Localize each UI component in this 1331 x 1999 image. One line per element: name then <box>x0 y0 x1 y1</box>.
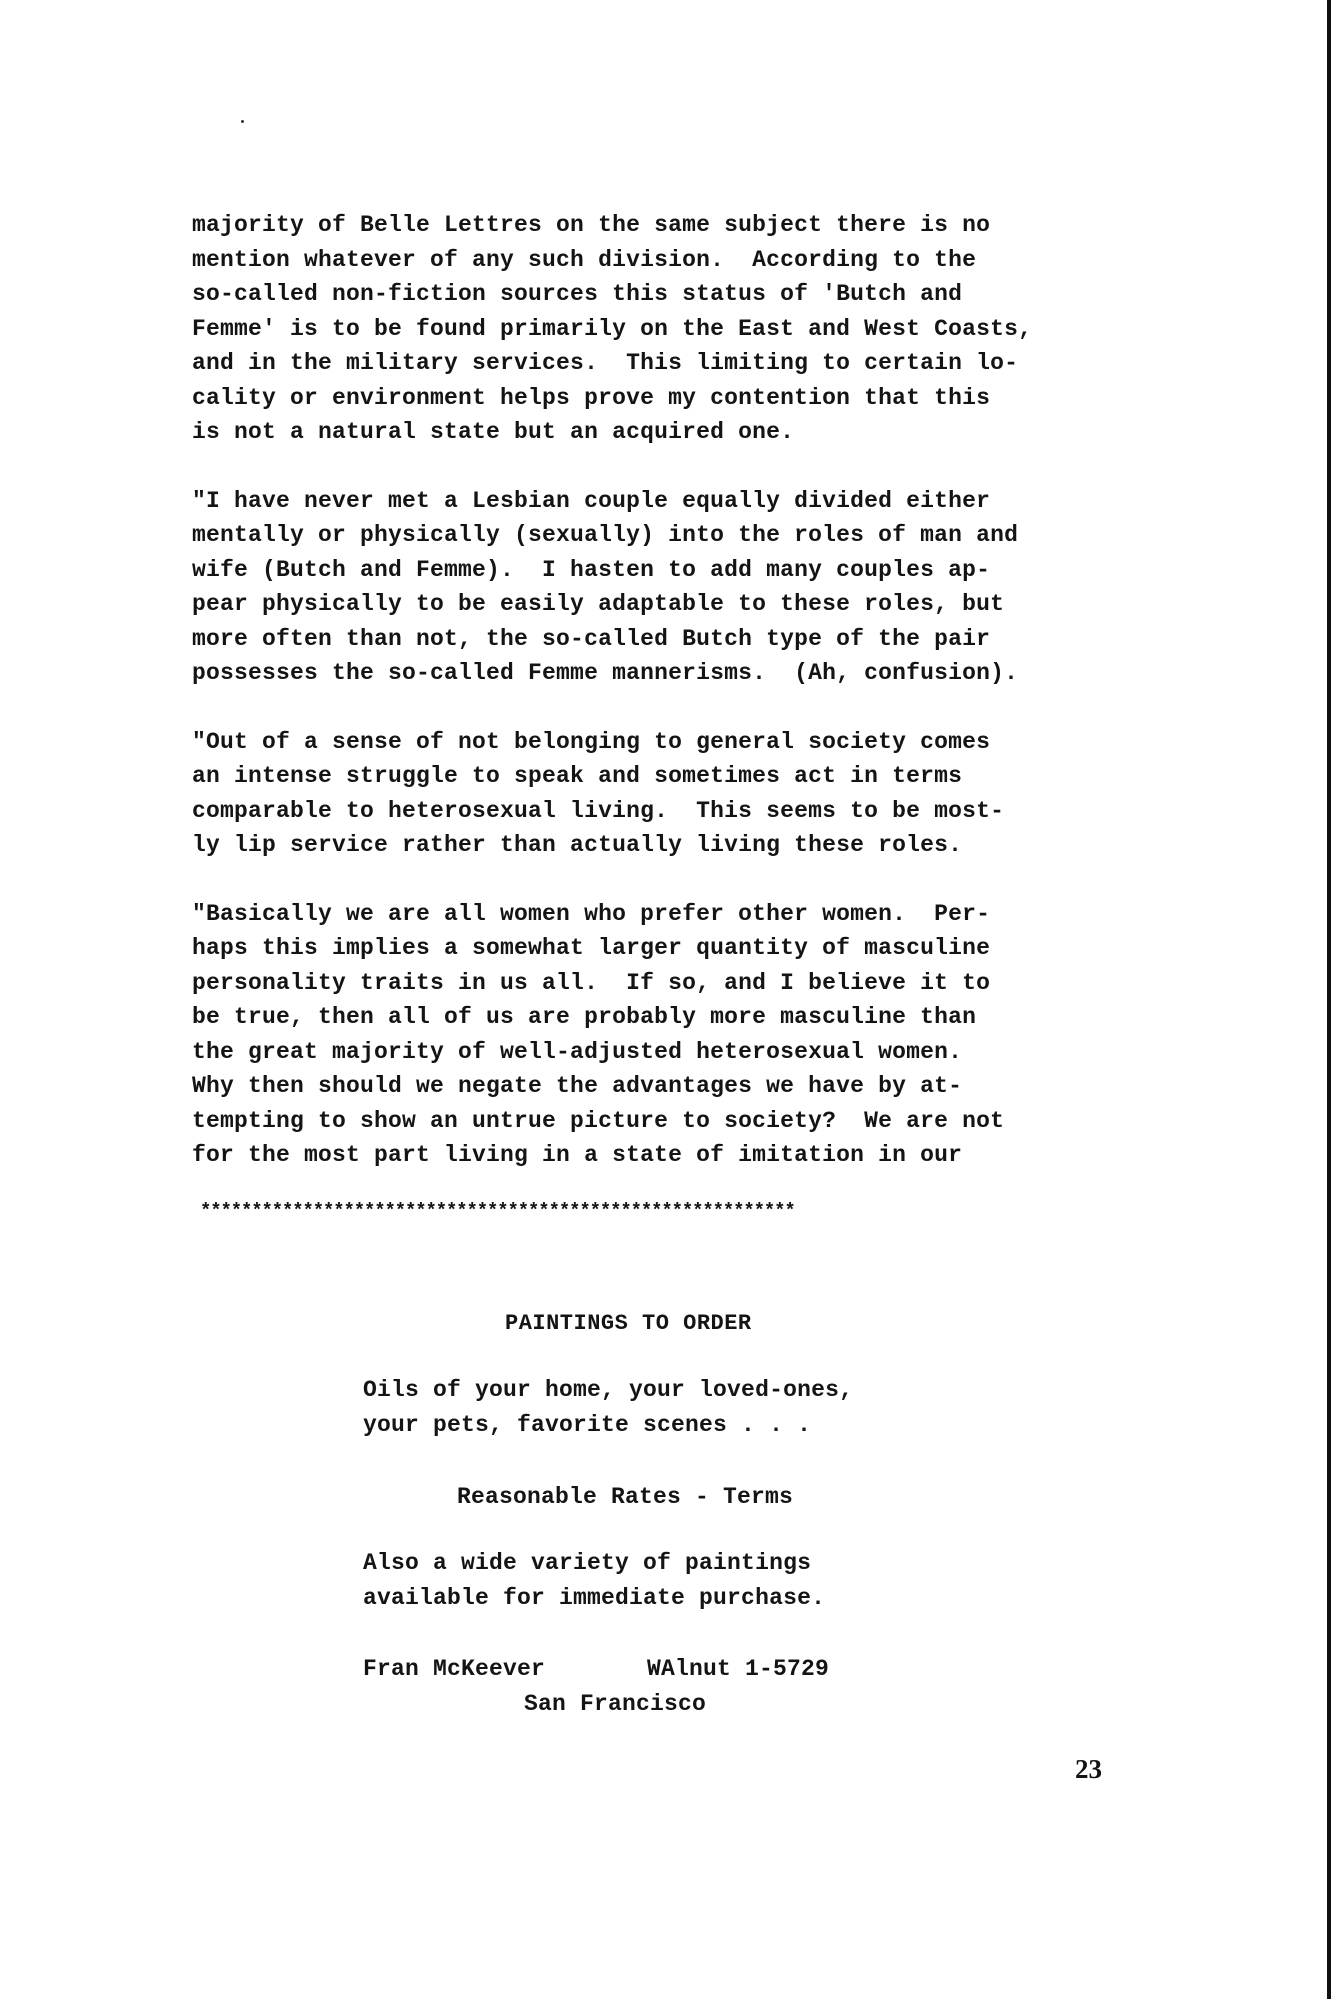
text-line: "Basically we are all women who prefer other women. Per- <box>192 900 991 927</box>
asterisk-divider: ********************************************************** <box>200 1200 795 1222</box>
article-text <box>192 208 1152 1207</box>
text-line: majority of Belle Lettres on the same subject there is no <box>192 212 991 238</box>
text-line: for the most part living in a state of imitation in our <box>192 1142 963 1168</box>
paragraph-2 <box>192 484 1152 691</box>
text-line: possesses the so-called Femme mannerisms. (Ah, confusion). <box>192 660 1019 686</box>
text-line: the great majority of well-adjusted heterosexual women. <box>192 1038 963 1065</box>
text-line: tempting to show an untrue picture to society? We are not <box>192 1107 1005 1134</box>
text-line: "I have never met a Lesbian couple equally divided either <box>192 487 991 514</box>
text-line: comparable to heterosexual living. This seems to be most- <box>192 797 1005 824</box>
ink-speck <box>241 120 244 123</box>
text-line: so-called non-fiction sources this status of 'Butch and <box>192 281 963 307</box>
text-line: "Out of a sense of not belonging to general society comes <box>192 728 991 755</box>
ad-intro-line: your pets, favorite scenes . . . <box>363 1411 812 1438</box>
text-line: more often than not, the so-called Butch type of the pair <box>192 625 991 652</box>
text-line: haps this implies a somewhat larger quantity of masculine <box>192 935 991 961</box>
ad-contact-phone <box>647 1652 829 1687</box>
contact-phone: WAlnut 1-5729 <box>647 1656 830 1682</box>
contact-name: Fran McKeever <box>363 1656 546 1682</box>
text-line: Why then should we negate the advantages we have by at- <box>192 1073 963 1099</box>
paragraph-4 <box>192 897 1152 1173</box>
ad-intro-line: Oils of your home, your loved-ones, <box>363 1377 854 1403</box>
page-number: 23 <box>1075 1754 1102 1784</box>
text-line: and in the military services. This limiting to certain lo- <box>192 350 1019 376</box>
text-line: personality traits in us all. If so, and I believe it to <box>192 969 991 996</box>
page-edge <box>1327 0 1331 1999</box>
text-line: an intense struggle to speak and sometimes act in terms <box>192 763 963 789</box>
paragraph-3 <box>192 725 1152 863</box>
text-line: is not a natural state but an acquired one. <box>192 419 795 445</box>
ad-city <box>524 1687 706 1722</box>
ad-rates <box>457 1480 793 1515</box>
ad-also-line: Also a wide variety of paintings <box>363 1550 812 1576</box>
ad-contact-name <box>363 1652 545 1687</box>
ad-rates-text: Reasonable Rates - Terms <box>457 1484 794 1510</box>
text-line: pear physically to be easily adaptable to these roles, but <box>192 591 1005 617</box>
text-line: mentally or physically (sexually) into the roles of man and <box>192 522 1019 548</box>
text-line: wife (Butch and Femme). I hasten to add many couples ap- <box>192 556 991 583</box>
text-line: mention whatever of any such division. According to the <box>192 246 977 273</box>
ad-title: PAINTINGS TO ORDER <box>505 1311 752 1336</box>
paragraph-1 <box>192 208 1152 450</box>
text-line: ly lip service rather than actually living these roles. <box>192 832 963 858</box>
ad-also <box>363 1546 825 1615</box>
ad-intro <box>363 1373 853 1442</box>
ad-also-line: available for immediate purchase. <box>363 1584 826 1611</box>
text-line: be true, then all of us are probably more masculine than <box>192 1004 977 1030</box>
text-line: Femme' is to be found primarily on the East and West Coasts, <box>192 315 1033 342</box>
contact-city: San Francisco <box>524 1691 707 1717</box>
text-line: cality or environment helps prove my contention that this <box>192 384 991 411</box>
